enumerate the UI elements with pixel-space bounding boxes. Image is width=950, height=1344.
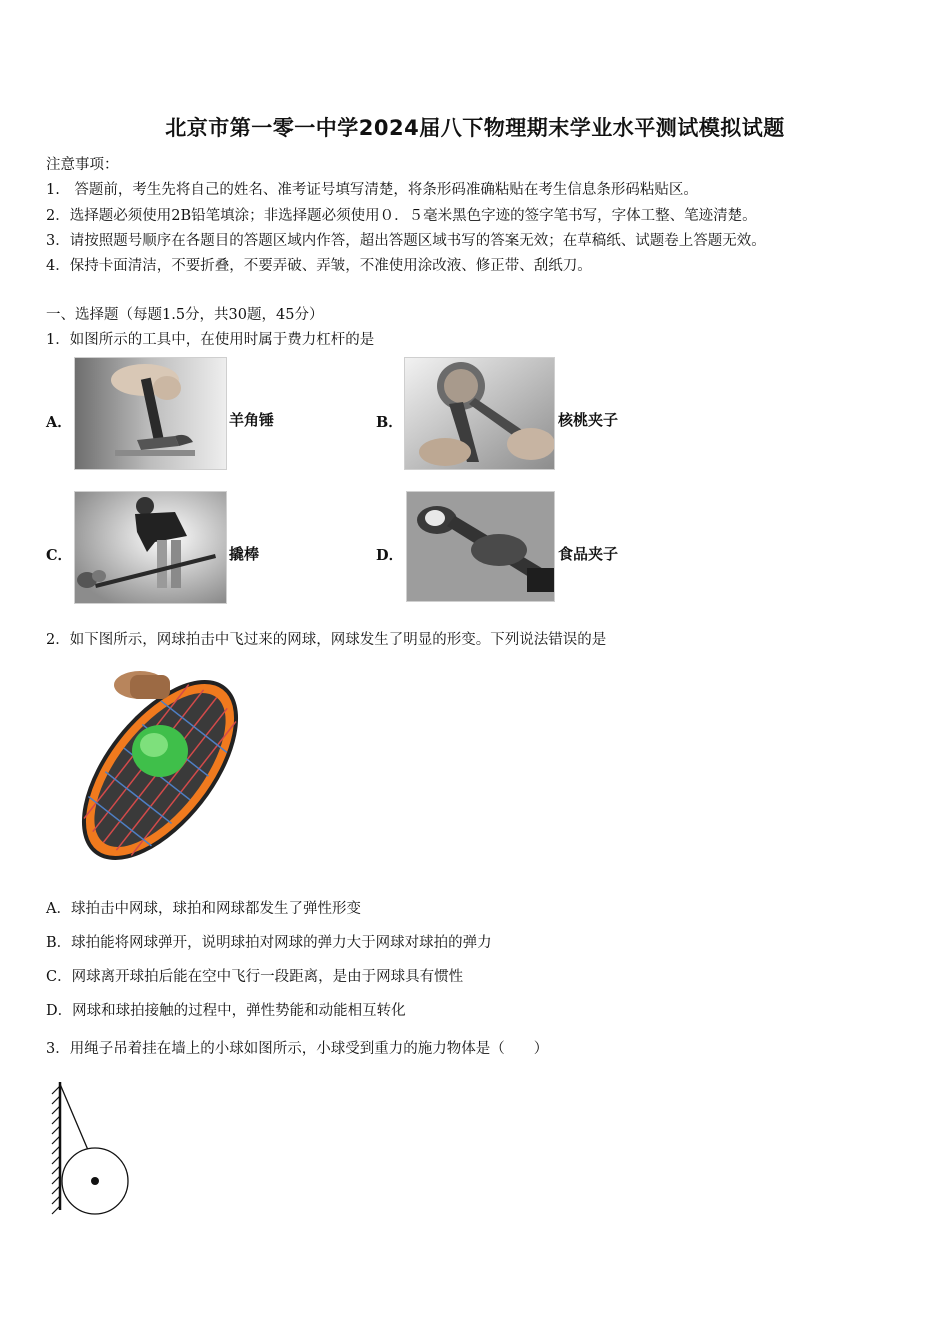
q1-option-c-letter: C．: [46, 547, 73, 564]
q1-option-a-letter: A．: [46, 414, 72, 431]
food-tongs-image: [406, 491, 555, 602]
q1-option-a-label: 羊角锤: [229, 411, 275, 429]
q2-option-d: D．网球和球拍接触的过程中，弹性势能和动能相互转化: [46, 1003, 406, 1019]
q1-option-d-label: 食品夹子: [558, 545, 619, 563]
q1-option-b-label: 核桃夹子: [558, 411, 619, 429]
hanging-ball-diagram: [44, 1078, 144, 1218]
q1-option-b-letter: B．: [376, 414, 403, 431]
question-2-stem: 2．如下图所示，网球拍击中飞过来的网球，网球发生了明显的形变。下列说法错误的是: [46, 632, 607, 648]
question-3-stem: 3．用绳子吊着挂在墙上的小球如图所示，小球受到重力的施力物体是（ ）: [46, 1041, 549, 1057]
crowbar-image: [74, 491, 227, 604]
q2-option-b: B．球拍能将网球弹开，说明球拍对网球的弹力大于网球对球拍的弹力: [46, 935, 492, 951]
q1-option-c-label: 撬棒: [229, 545, 260, 563]
nutcracker-image: [404, 357, 555, 470]
claw-hammer-image: [74, 357, 227, 470]
notice-item: 2．选择题必须使用2B铅笔填涂；非选择题必须使用０．５毫米黑色字迹的签字笔书写，字体工整、笔迹清楚。: [46, 208, 757, 224]
notice-item: 1. 答题前，考生先将自己的姓名、准考证号填写清楚，将条形码准确粘贴在考生信息条形码粘贴区。: [46, 182, 698, 198]
q2-option-c: C．网球离开球拍后能在空中飞行一段距离，是由于网球具有惯性: [46, 969, 464, 985]
tennis-racket-image: [60, 665, 260, 875]
page-title: 北京市第一零一中学2024届八下物理期末学业水平测试模拟试题: [165, 116, 785, 140]
section-heading: 一、选择题（每题1.5分，共30题，45分）: [46, 307, 324, 323]
notice-item: 3．请按照题号顺序在各题目的答题区域内作答，超出答题区域书写的答案无效；在草稿纸、试题卷上答题无效。: [46, 233, 766, 249]
notice-item: 4．保持卡面清洁，不要折叠，不要弄破、弄皱，不准使用涂改液、修正带、刮纸刀。: [46, 258, 592, 274]
q2-option-a: A．球拍击中网球，球拍和网球都发生了弹性形变: [46, 901, 361, 917]
notice-heading: 注意事项：: [46, 157, 119, 173]
q1-option-d-letter: D．: [376, 547, 404, 564]
question-1-stem: 1．如图所示的工具中，在使用时属于费力杠杆的是: [46, 332, 375, 348]
